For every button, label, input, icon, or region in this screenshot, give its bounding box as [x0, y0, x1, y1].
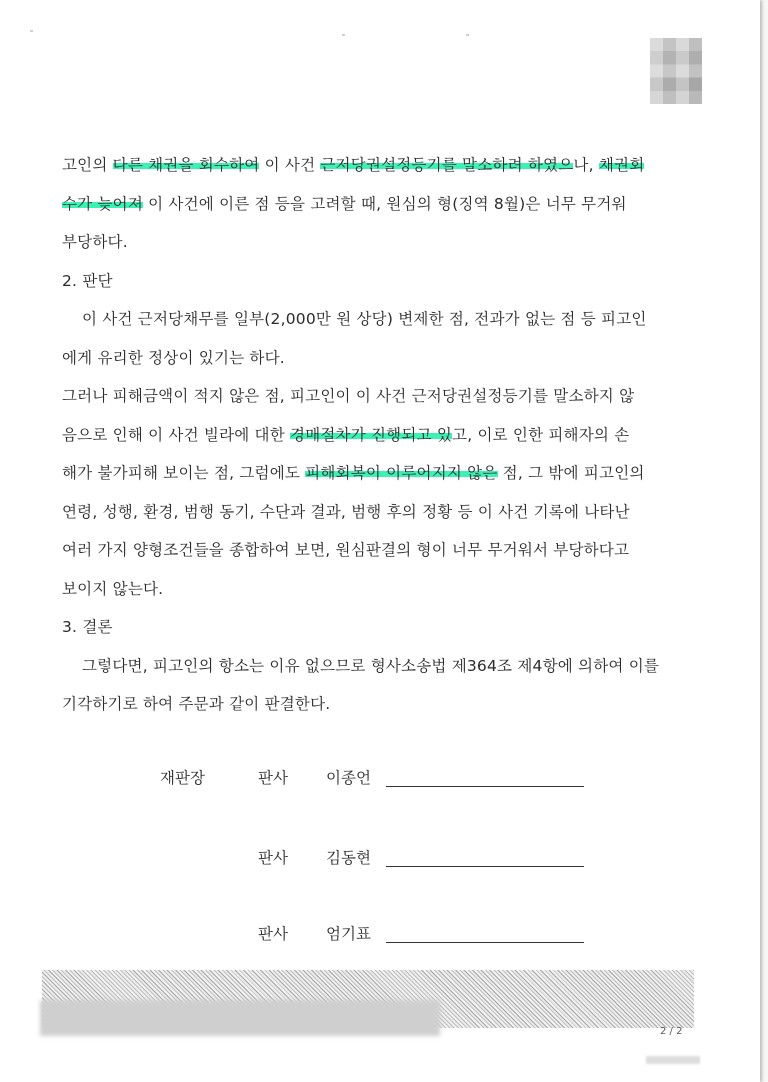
text-segment: 음으로 인해 이 사건 빌라에 대한 [62, 425, 291, 444]
paragraph-line: 그러나 피해금액이 적지 않은 점, 피고인이 이 사건 근저당권설정등기를 말소하지 않 [62, 387, 635, 405]
text-segment: 점, 그 밖에 피고인의 [497, 464, 645, 482]
scan-speck [342, 34, 345, 36]
scan-speck [30, 30, 33, 32]
signature-row [0, 846, 760, 876]
text-segment: 나, [573, 156, 599, 174]
highlighted-text: 수가 늦어져 [62, 194, 143, 213]
paragraph-line [62, 416, 692, 455]
paragraph-line: 기각하기로 하여 주문과 같이 판결한다. [62, 695, 331, 713]
paragraph-line: 연령, 성행, 환경, 범행 동기, 수단과 결과, 범행 후의 정황 등 이 사건 기록에 나타난 [62, 502, 630, 521]
paragraph-line: 이 사건 근저당채무를 일부(2,000만 원 상당) 변제한 점, 전과가 없는 점 등 피고인 [82, 310, 647, 328]
text-run [62, 146, 644, 185]
scan-speck [466, 34, 469, 36]
judge-title: 판사 [258, 925, 288, 943]
judge-name: 김동현 [326, 849, 371, 867]
paragraph-line: 여러 가지 양형조건들을 종합하여 보면, 원심판결의 형이 너무 무거워서 부당하다고 [62, 541, 630, 559]
text-segment: 고인의 [62, 156, 113, 174]
judge-name: 엄기표 [326, 925, 371, 943]
judge-name: 이종언 [326, 769, 371, 787]
paragraph-line [62, 185, 692, 224]
redacted-stamp [650, 38, 702, 104]
text-segment: 이 사건 [259, 156, 321, 174]
presiding-title: 재판장 [160, 769, 205, 787]
paragraph-line: 보이지 않는다. [62, 579, 164, 598]
section-heading: 2. 판단 [62, 271, 113, 290]
paragraph-line [62, 146, 692, 185]
court-watermark [646, 1056, 700, 1064]
judge-title: 판사 [258, 849, 288, 867]
signature-line [386, 786, 584, 787]
paragraph-line: 그렇다면, 피고인의 항소는 이유 없으므로 형사소송법 제364조 제4항에 의하여 이를 [82, 656, 660, 675]
highlighted-text: 경매절차가 진행되고 있 [290, 425, 453, 444]
text-segment: 이 사건에 이른 점 등을 고려할 때, 원심의 형(징역 8월)은 너무 무거워 [143, 194, 627, 213]
highlighted-text: 근저당권설정등기를 말소하려 하였으 [320, 156, 574, 174]
highlighted-text: 다른 채권을 회수하여 [112, 156, 260, 174]
paragraph-line: 부당하다. [62, 233, 128, 251]
signature-line [386, 866, 584, 867]
highlighted-text: 채권회 [598, 156, 645, 174]
judge-title: 판사 [258, 769, 288, 787]
signature-row [0, 766, 760, 796]
text-segment: 고, 이로 인한 피해자의 손 [452, 425, 630, 444]
paragraph-line [62, 454, 692, 493]
text-segment: 해가 불가피해 보이는 점, 그럼에도 [62, 464, 306, 482]
signature-row [0, 922, 760, 952]
redacted-footer-text [40, 1000, 440, 1036]
judgment-body [62, 146, 692, 724]
section-heading: 3. 결론 [62, 618, 113, 636]
signature-line [386, 942, 584, 943]
page-number: 2 / 2 [660, 1026, 683, 1037]
paragraph-line: 에게 유리한 정상이 있기는 하다. [62, 348, 285, 367]
highlighted-text: 피해회복이 이루어지지 않은 [305, 464, 498, 482]
